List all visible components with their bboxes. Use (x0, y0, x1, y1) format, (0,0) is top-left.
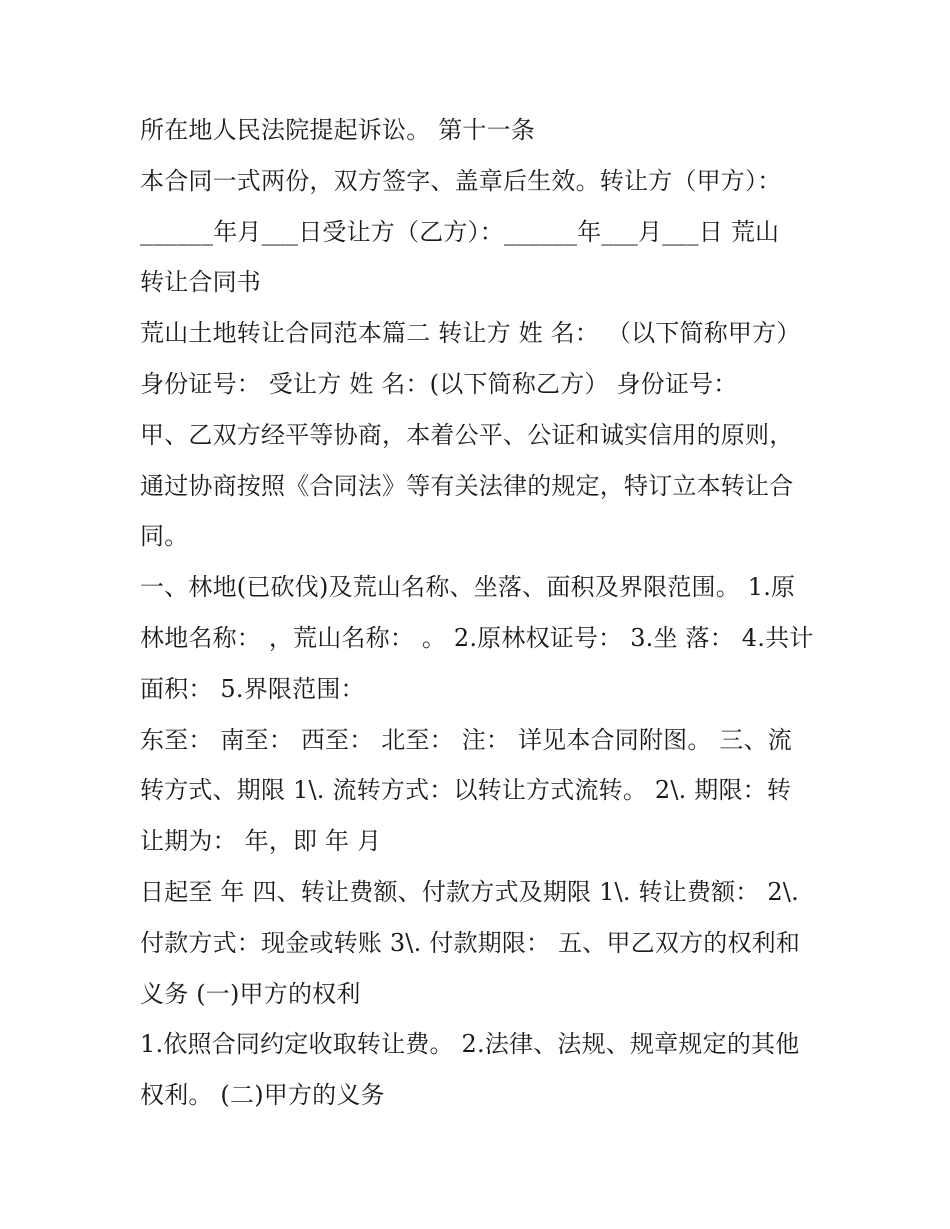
text-line: 本合同一式两份，双方签字、盖章后生效。转让方（甲方）： (140, 166, 782, 195)
text-line: 东至： 南至： 西至： 北至： 注： 详见本合同附图。 三、流 (140, 725, 792, 754)
text-line: 面积： 5.界限范围： (140, 674, 365, 703)
text-line: 甲、乙双方经平等协商，本着公平、公证和诚实信用的原则， (140, 420, 794, 449)
text-line: 身份证号： 受让方 姓 名：(以下简称乙方） 身份证号： (140, 369, 738, 398)
text-line: 日起至 年 四、转让费额、付款方式及期限 1\. 转让费额： 2\. (140, 877, 799, 906)
text-line: 转方式、期限 1\. 流转方式：以转让方式流转。 2\. 期限：转 (140, 776, 792, 805)
text-line: 林地名称： ，荒山名称： 。 2.原林权证号： 3.坐 落： 4.共计 (140, 623, 814, 652)
text-line: 权利。 (二)甲方的义务 (140, 1081, 385, 1110)
text-line: 1.依照合同约定收取转让费。 2.法律、法规、规章规定的其他 (140, 1030, 800, 1059)
document-body (140, 105, 820, 1121)
text-line: 转让合同书 (140, 268, 261, 297)
text-line: 一、林地(已砍伐)及荒山名称、坐落、面积及界限范围。 1.原 (140, 573, 796, 602)
text-line: 付款方式：现金或转账 3\. 付款期限： 五、甲乙双方的权利和 (140, 928, 801, 957)
text-line: 让期为： 年，即 年 月 (140, 827, 382, 856)
text-line: ______年月___日受让方（乙方）：______年___月___日 荒山 (140, 217, 780, 246)
text-line: 义务 (一)甲方的权利 (140, 979, 361, 1008)
text-line: 荒山土地转让合同范本篇二 转让方 姓 名： （以下简称甲方） (140, 319, 801, 348)
text-line: 所在地人民法院提起诉讼。 第十一条 (140, 116, 536, 144)
text-line: 通过协商按照《合同法》等有关法律的规定，特订立本转让合 (140, 471, 794, 500)
text-line: 同。 (140, 522, 189, 551)
